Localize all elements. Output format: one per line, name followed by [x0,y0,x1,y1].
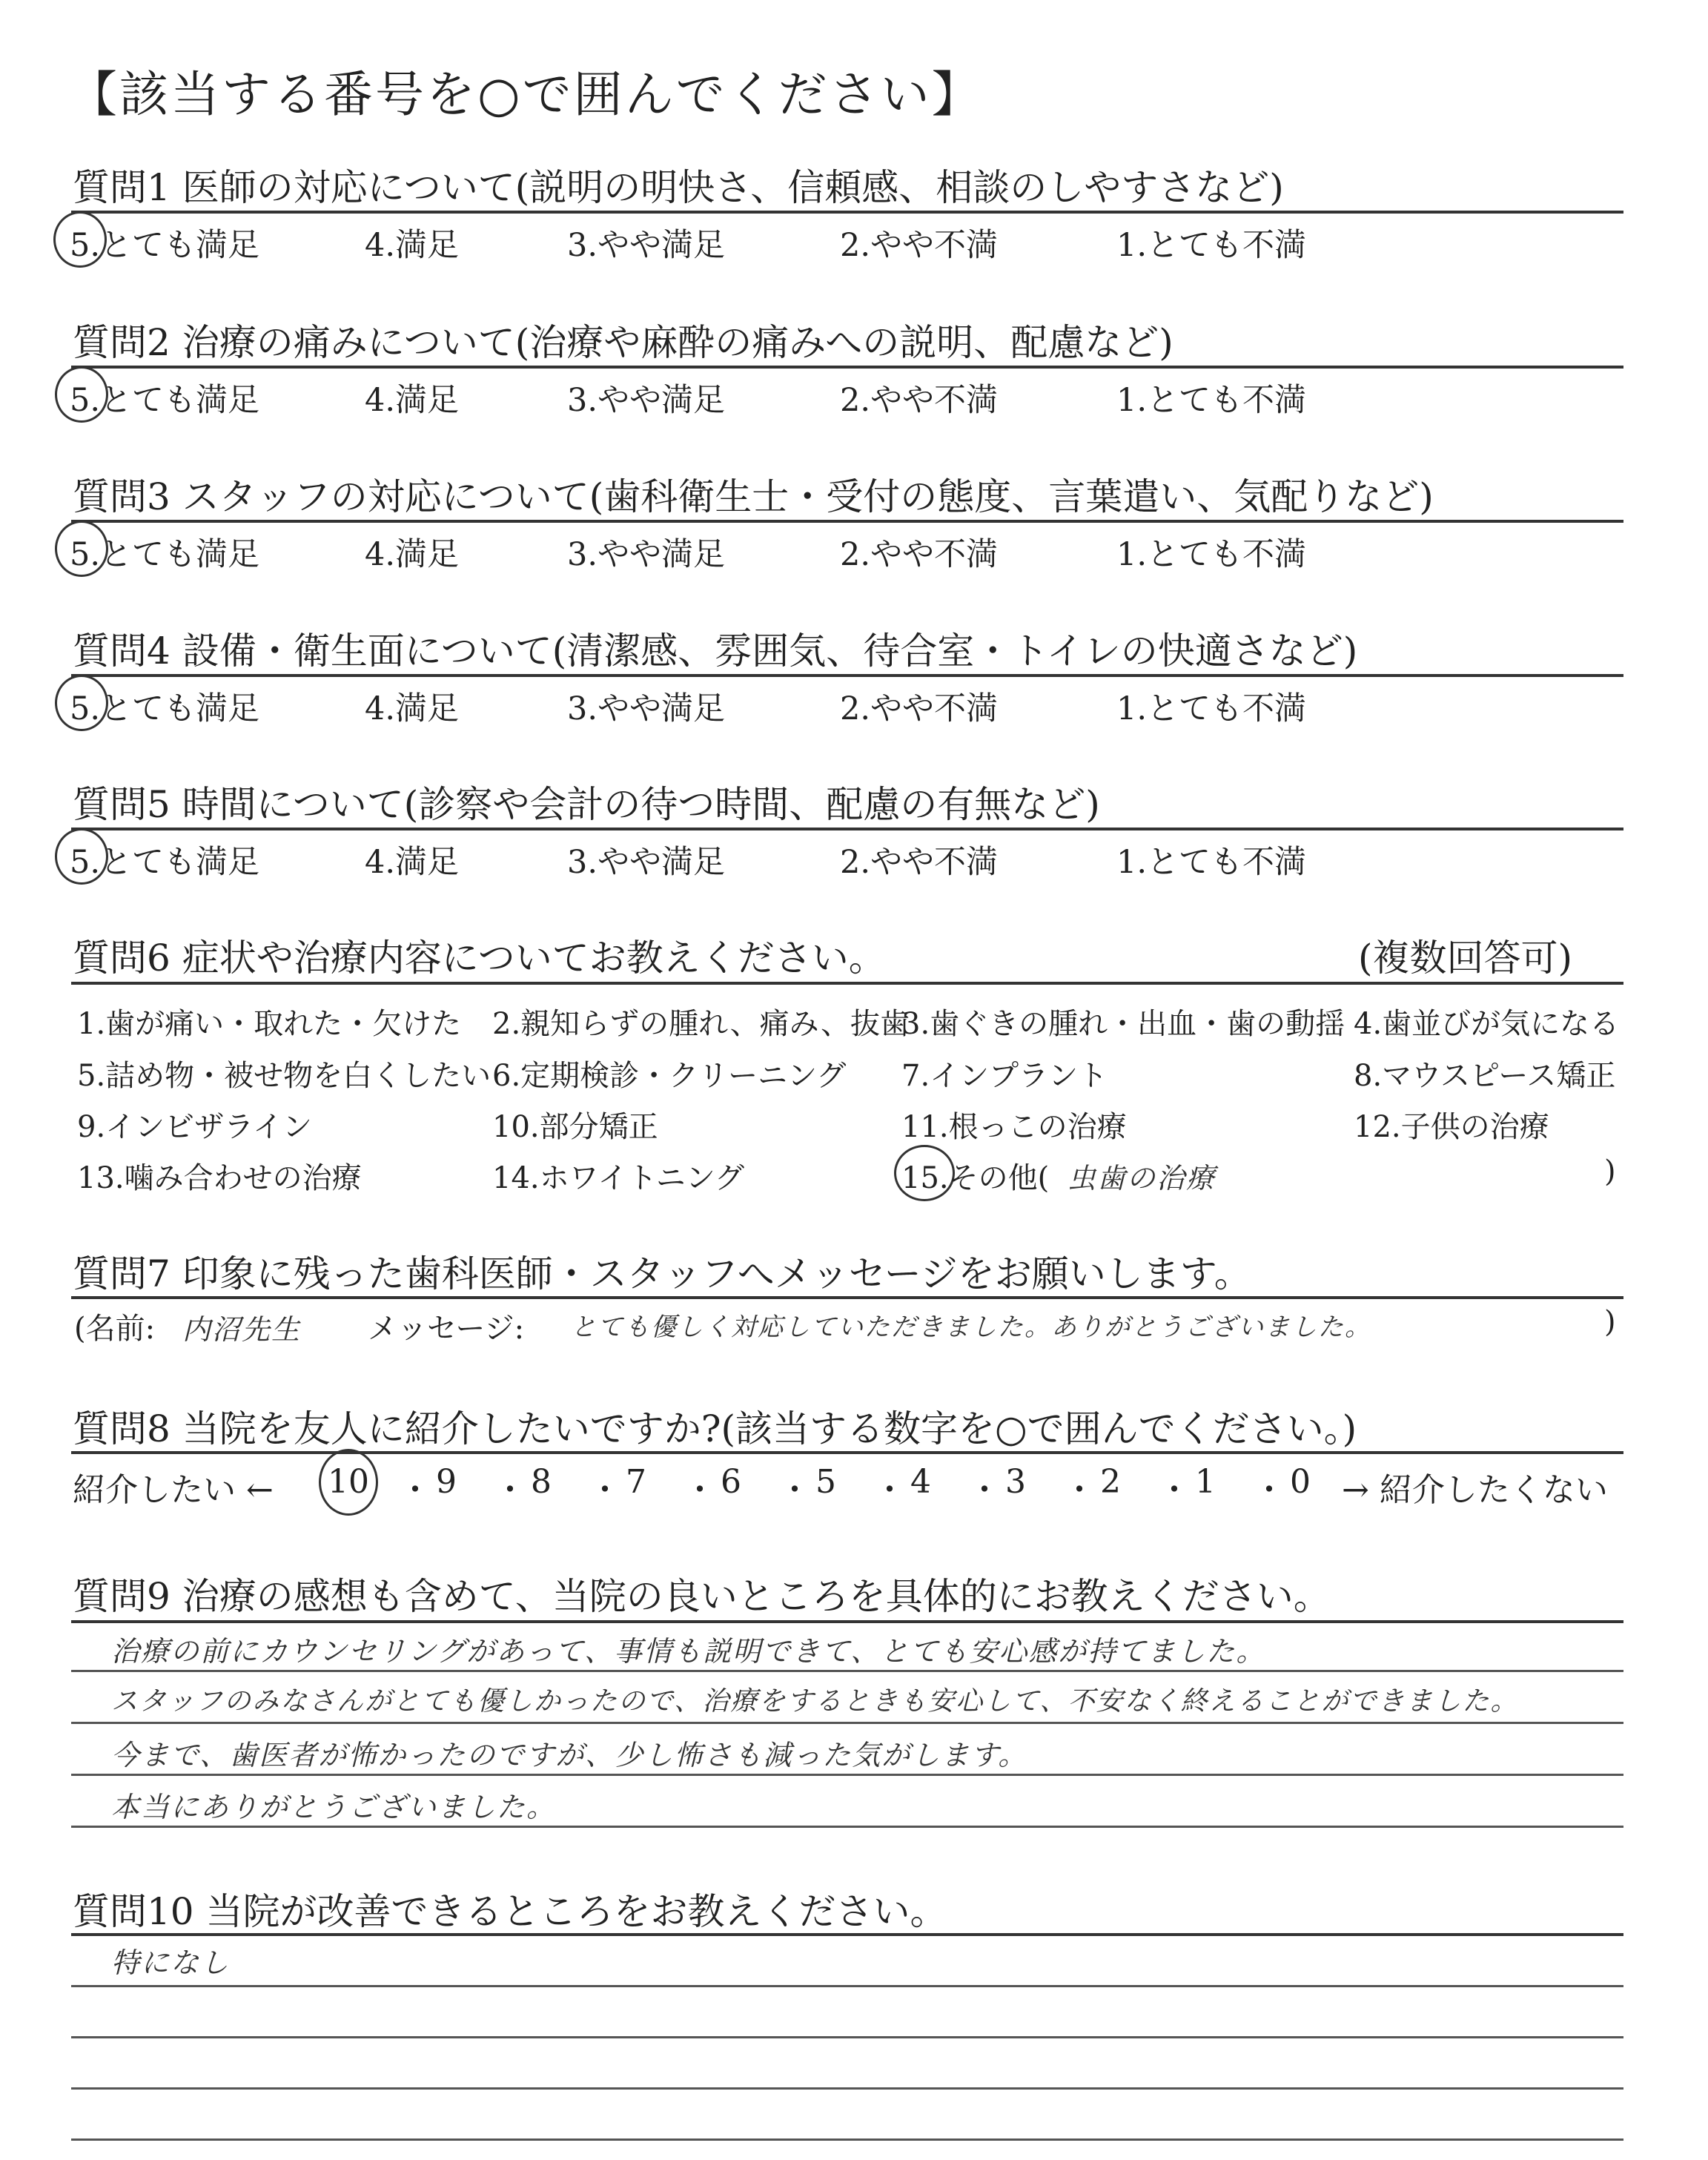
q5-option-3[interactable]: 3.やや満足 [567,844,726,881]
q7-name-label: (名前: [74,1312,156,1346]
q6-item-12[interactable]: 12.子供の治療 [1354,1110,1549,1144]
q1-option-5[interactable]: 5.とても満足 [70,227,260,264]
q10-ruled-line [71,2138,1623,2141]
q1-option-3[interactable]: 3.やや満足 [567,227,726,264]
question-2-label: 質問2 治療の痛みについて(治療や麻酔の痛みへの説明、配慮など) [73,321,1174,364]
question-1-label: 質問1 医師の対応について(説明の明快さ、信頼感、相談のしやすさなど) [73,166,1284,209]
question-7-label: 質問7 印象に残った歯科医師・スタッフへメッセージをお願いします。 [73,1252,1251,1295]
q6-item-5[interactable]: 5.詰め物・被せ物を白くしたい [77,1059,491,1093]
q8-score-8[interactable]: 8 [531,1463,552,1501]
q6-item-11[interactable]: 11.根っこの治療 [901,1110,1127,1144]
q1-option-2[interactable]: 2.やや不満 [840,227,999,264]
q5-option-5[interactable]: 5.とても満足 [70,844,260,881]
q8-dot: ・ [1158,1471,1191,1509]
question-9-rule [71,1620,1623,1623]
q6-item-14[interactable]: 14.ホワイトニング [492,1161,745,1195]
q8-dot: ・ [1253,1471,1285,1509]
q2-option-2[interactable]: 2.やや不満 [840,382,999,419]
q3-option-1[interactable]: 1.とても不満 [1116,536,1307,573]
question-4-label: 質問4 設備・衛生面について(清潔感、雰囲気、待合室・トイレの快適さなど) [73,630,1358,673]
q2-option-4[interactable]: 4.満足 [365,382,460,419]
question-9-label: 質問9 治療の感想も含めて、当院の良いところを具体的にお教えください。 [73,1575,1331,1618]
question-8-label: 質問8 当院を友人に紹介したいですか?(該当する数字を○で囲んでください。) [73,1407,1357,1450]
q4-option-3[interactable]: 3.やや満足 [567,690,726,727]
q9-ruled-line [71,1670,1623,1672]
q2-option-3[interactable]: 3.やや満足 [567,382,726,419]
q9-ruled-line [71,1826,1623,1828]
question-5-label: 質問5 時間について(診察や会計の待つ時間、配慮の有無など) [73,783,1100,826]
q8-score-6[interactable]: 6 [721,1463,741,1501]
q9-answer-line-2[interactable]: スタッフのみなさんがとても優しかったので、治療をするときも安心して、不安なく終えることができました。 [111,1686,1519,1717]
q7-message-label: メッセージ: [368,1312,525,1346]
q6-item-1[interactable]: 1.歯が痛い・取れた・欠けた [77,1007,462,1041]
q4-option-5[interactable]: 5.とても満足 [70,690,260,727]
q8-score-9[interactable]: 9 [436,1463,457,1501]
q5-option-1[interactable]: 1.とても不満 [1116,844,1307,881]
q2-option-5[interactable]: 5.とても満足 [70,382,260,419]
q8-score-1[interactable]: 1 [1195,1463,1216,1501]
question-6-label: 質問6 症状や治療内容についてお教えください。 [73,937,886,980]
q3-option-3[interactable]: 3.やや満足 [567,536,726,573]
q6-other-close: ) [1604,1155,1616,1189]
q8-score-4[interactable]: 4 [910,1463,931,1501]
q8-dot: ・ [494,1471,526,1509]
q7-name-value[interactable]: 内沼先生 [182,1313,302,1346]
page-title: 【該当する番号を○で囲んでください】 [68,66,983,123]
question-1-rule [71,211,1623,214]
q9-ruled-line [71,1722,1623,1724]
question-10-label: 質問10 当院が改善できるところをお教えください。 [73,1890,947,1933]
question-2-rule [71,366,1623,369]
q8-dot: ・ [873,1471,906,1509]
q1-option-4[interactable]: 4.満足 [365,227,460,264]
q7-message-value[interactable]: とても優しく対応していただきました。ありがとうございました。 [571,1312,1371,1342]
q6-item-3[interactable]: 3.歯ぐきの腫れ・出血・歯の動揺 [901,1007,1345,1041]
question-10-rule [71,1933,1623,1936]
q4-option-2[interactable]: 2.やや不満 [840,690,999,727]
q7-close: ) [1604,1305,1616,1339]
q8-score-10[interactable]: 10 [328,1463,369,1501]
question-7-rule [71,1296,1623,1299]
q8-score-3[interactable]: 3 [1005,1463,1026,1501]
q8-right-label: → 紹介したくない [1342,1471,1608,1509]
q6-other-answer[interactable]: 虫歯の治療 [1068,1162,1217,1195]
question-5-rule [71,828,1623,830]
question-6-rule [71,982,1623,985]
q6-item-10[interactable]: 10.部分矯正 [492,1110,658,1144]
q9-answer-line-4[interactable]: 本当にありがとうございました。 [111,1791,557,1823]
q8-score-2[interactable]: 2 [1100,1463,1121,1501]
q8-dot: ・ [968,1471,1001,1509]
q8-left-label: 紹介したい ← [73,1471,274,1509]
q8-dot: ・ [778,1471,811,1509]
q8-dot: ・ [1063,1471,1096,1509]
q6-item-2[interactable]: 2.親知らずの腫れ、痛み、抜歯 [492,1007,910,1041]
q2-option-1[interactable]: 1.とても不満 [1116,382,1307,419]
q8-score-7[interactable]: 7 [626,1463,646,1501]
question-8-rule [71,1451,1623,1454]
q8-dot: ・ [589,1471,621,1509]
q6-item-13[interactable]: 13.噛み合わせの治療 [77,1161,362,1195]
q6-item-8[interactable]: 8.マウスピース矯正 [1354,1059,1616,1093]
q9-ruled-line [71,1774,1623,1776]
question-4-rule [71,674,1623,677]
q10-ruled-line [71,2087,1623,2090]
q6-item-6[interactable]: 6.定期検診・クリーニング [492,1059,847,1093]
q3-option-4[interactable]: 4.満足 [365,536,460,573]
q9-answer-line-1[interactable]: 治療の前にカウンセリングがあって、事情も説明できて、とても安心感が持てました。 [111,1635,1266,1668]
question-3-label: 質問3 スタッフの対応について(歯科衛生士・受付の態度、言葉遣い、気配りなど) [73,475,1434,518]
q8-score-5[interactable]: 5 [815,1463,836,1501]
q8-dot: ・ [399,1471,431,1509]
question-6-note: (複数回答可) [1358,937,1573,980]
q6-item-7[interactable]: 7.インプラント [901,1059,1108,1093]
question-3-rule [71,520,1623,523]
q3-option-2[interactable]: 2.やや不満 [840,536,999,573]
q5-option-2[interactable]: 2.やや不満 [840,844,999,881]
q8-score-0[interactable]: 0 [1290,1463,1311,1501]
q5-option-4[interactable]: 4.満足 [365,844,460,881]
q10-ruled-line [71,1985,1623,1987]
q10-ruled-line [71,2036,1623,2038]
q3-option-5[interactable]: 5.とても満足 [70,536,260,573]
q6-item-15[interactable]: 15.その他( [901,1161,1050,1195]
q4-option-1[interactable]: 1.とても不満 [1116,690,1307,727]
q6-item-9[interactable]: 9.インビザライン [77,1110,312,1144]
q6-item-4[interactable]: 4.歯並びが気になる [1354,1007,1620,1041]
q4-option-4[interactable]: 4.満足 [365,690,460,727]
q9-answer-line-3[interactable]: 今まで、歯医者が怖かったのですが、少し怖さも減った気がします。 [111,1739,1028,1771]
q10-answer[interactable]: 特になし [111,1946,231,1979]
q1-option-1[interactable]: 1.とても不満 [1116,227,1307,264]
q8-dot: ・ [683,1471,716,1509]
